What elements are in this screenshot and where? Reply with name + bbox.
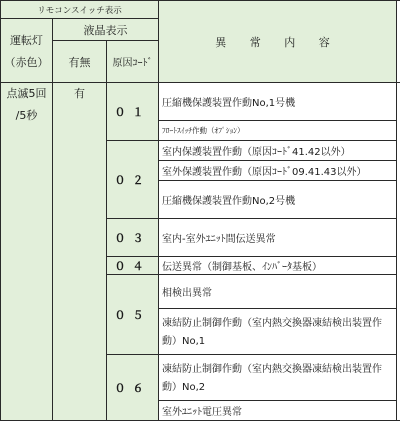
description-item: 凍結防止制御作動（室内熱交換器凍結検出装置作動）No,2 bbox=[159, 355, 397, 401]
cause-code-03: ０３ bbox=[107, 219, 159, 257]
description-item: 室内保護装置作動（原因ｺｰﾄﾞ41.42以外） bbox=[159, 141, 397, 161]
cause-code-06: ０６ bbox=[107, 355, 159, 421]
lamp-blink-interval: /5秒 bbox=[1, 107, 52, 123]
cause-code-01: ０１ bbox=[107, 83, 159, 141]
cause-code-02: ０２ bbox=[107, 141, 159, 219]
right-edge-cell bbox=[397, 1, 400, 83]
remote-switch-header: リモコンスイッチ表示 bbox=[1, 1, 159, 19]
lamp-header bbox=[1, 19, 53, 83]
lamp-value-cell bbox=[1, 83, 53, 421]
presence-value-cell: 有 bbox=[53, 83, 107, 421]
cause-code-04: ０４ bbox=[107, 257, 159, 275]
description-item: 室内-室外ﾕﾆｯﾄ間伝送異常 bbox=[159, 219, 397, 257]
lamp-header-label: 運転灯 bbox=[1, 32, 52, 48]
presence-header: 有無 bbox=[53, 41, 107, 83]
right-edge-cell bbox=[397, 83, 400, 421]
description-item: 凍結防止制御作動（室内熱交換器凍結検出装置作動）No,1 bbox=[159, 309, 397, 355]
lcd-header: 液晶表示 bbox=[53, 19, 159, 41]
cause-code-header: 原因ｺｰﾄﾞ bbox=[107, 41, 159, 83]
description-item: 圧縮機保護装置作動No,2号機 bbox=[159, 181, 397, 219]
description-item: 相検出異常 bbox=[159, 275, 397, 309]
description-item: 伝送異常（制御基板、ｲﾝﾊﾞｰﾀ基板） bbox=[159, 257, 397, 275]
cause-code-05: ０５ bbox=[107, 275, 159, 355]
description-item: 室外ﾕﾆｯﾄ電圧異常 bbox=[159, 401, 397, 421]
description-header: 異 常 内 容 bbox=[159, 1, 397, 83]
description-item: ﾌﾛｰﾄｽｲｯﾁ作動（ｵﾌﾟｼｮﾝ） bbox=[159, 121, 397, 141]
lamp-color-label: （赤色） bbox=[1, 54, 52, 70]
description-item: 圧縮機保護装置作動No,1号機 bbox=[159, 83, 397, 121]
lamp-blink-count: 点滅5回 bbox=[1, 85, 52, 101]
description-item: 室外保護装置作動（原因ｺｰﾄﾞ09.41.43以外） bbox=[159, 161, 397, 181]
